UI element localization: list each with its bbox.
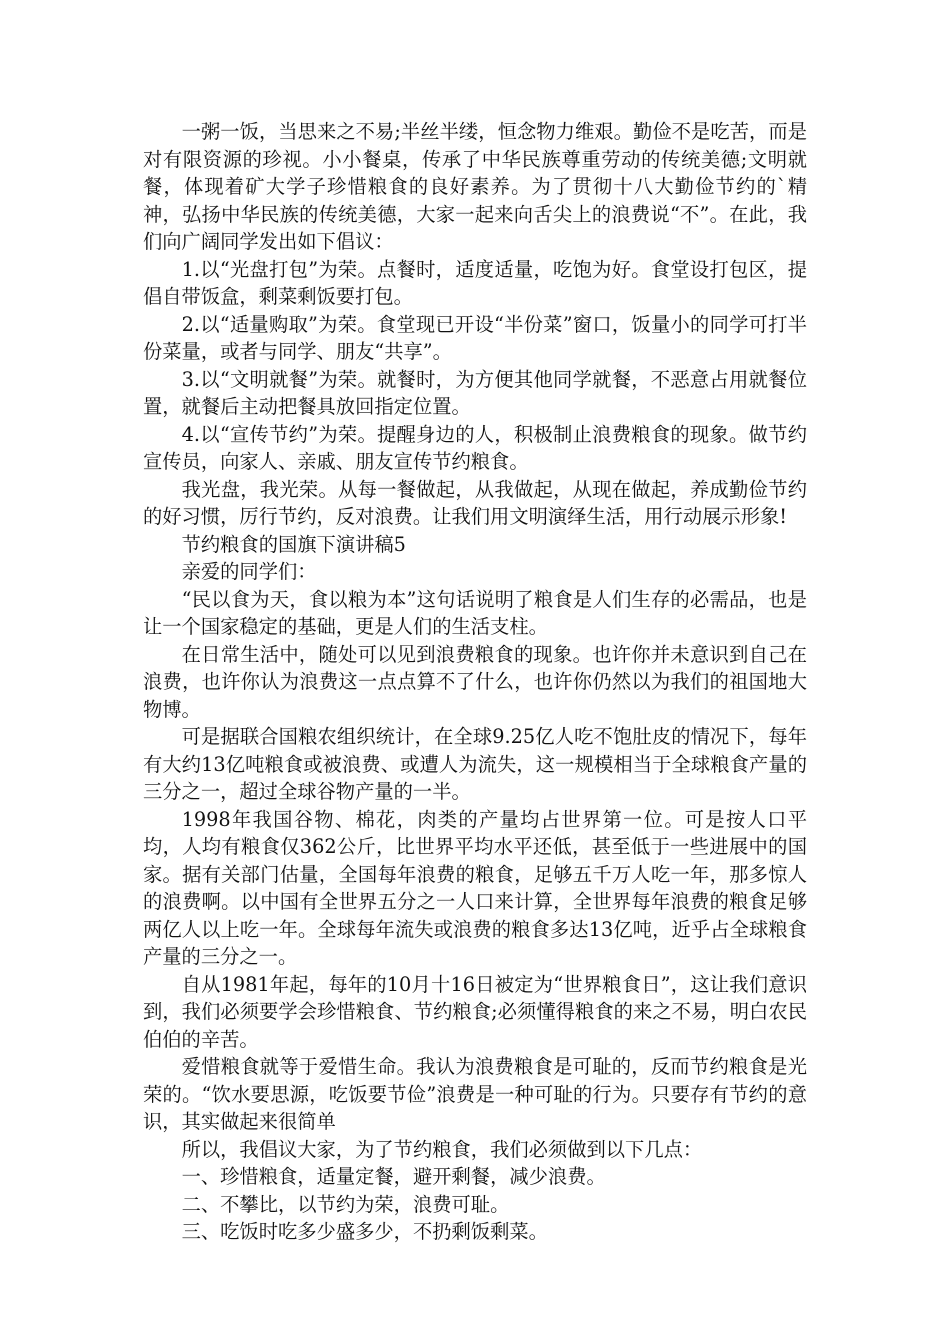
- paragraph-daily-life: 在日常生活中，随处可以见到浪费粮食的现象。也许你并未意识到自己在浪费，也许你认为浪费这一点点算不了什么，也许你仍然以为我们的祖国地大物博。: [143, 642, 807, 721]
- proposal-item-3: 3.以“文明就餐”为荣。就餐时，为方便其他同学就餐，不恶意占用就餐位置，就餐后主动把餐具放回指定位置。: [143, 367, 807, 418]
- paragraph-cherish-food: 爱惜粮食就等于爱惜生命。我认为浪费粮食是可耻的，反而节约粮食是光荣的。“饮水要思源，吃饭要节俭”浪费是一种可耻的行为。只要存有节约的意识，其实做起来很简单: [143, 1055, 807, 1133]
- proposal-point-2: 二、不攀比，以节约为荣，浪费可耻。: [181, 1192, 510, 1216]
- proposal-item-4: 4.以“宣传节约”为荣。提醒身边的人，积极制止浪费粮食的现象。做节约宣传员，向家人、亲戚、朋友宣传节约粮食。: [143, 422, 807, 473]
- speech-title: 节约粮食的国旗下演讲稿5: [181, 532, 406, 556]
- paragraph-proposal-lead: 所以，我倡议大家，为了节约粮食，我们必须做到以下几点：: [181, 1137, 703, 1161]
- paragraph-1998-statistics: 1998年我国谷物、棉花，肉类的产量均占世界第一位。可是按人口平均，人均有粮食仅362公斤，比世界平均水平还低，甚至低于一些进展中的国家。据有关部门估量，全国每年浪费的粮食，足够五千万人吃一年，那多惊人的浪费啊。以中国有全世界五分之一人口来计算，全世界每年浪费的粮食足够两亿人以上吃一年。全球每年流失或浪费的粮食多达13亿吨，近乎占全球粮食产量的三分之一。: [143, 807, 807, 968]
- document-body: [143, 118, 807, 1246]
- proposal-point-1: 一、珍惜粮食，适量定餐，避开剩餐，减少浪费。: [181, 1165, 606, 1188]
- paragraph-proverb: “民以食为天，食以粮为本”这句话说明了粮食是人们生存的必需品，也是让一个国家稳定的基础，更是人们的生活支柱。: [143, 587, 807, 638]
- paragraph-closing-slogan: 我光盘，我光荣。从每一餐做起，从我做起，从现在做起，养成勤俭节约的好习惯，厉行节约，反对浪费。让我们用文明演绎生活，用行动展示形象!: [143, 477, 807, 528]
- proposal-item-2: 2.以“适量购取”为荣。食堂现已开设“半份菜”窗口，饭量小的同学可打半份菜量，或者与同学、朋友“共享”。: [143, 312, 807, 363]
- paragraph-intro: 一粥一饭，当思来之不易;半丝半缕，恒念物力维艰。勤俭不是吃苦，而是对有限资源的珍视。小小餐桌，传承了中华民族尊重劳动的传统美德;文明就餐，体现着矿大学子珍惜粮食的良好素养。为了贯彻十八大勤俭节约的`精神，弘扬中华民族的传统美德，大家一起来向舌尖上的浪费说“不”。在此，我们向广阔同学发出如下倡议：: [143, 120, 807, 253]
- salutation: 亲爱的同学们：: [181, 560, 317, 583]
- paragraph-fao-statistics: 可是据联合国粮农组织统计，在全球9.25亿人吃不饱肚皮的情况下，每年有大约13亿吨粮食或被浪费、或遭人为流失，这一规模相当于全球粮食产量的三分之一，超过全球谷物产量的一半。: [143, 725, 807, 803]
- proposal-point-3: 三、吃饭时吃多少盛多少，不扔剩饭剩菜。: [181, 1220, 548, 1243]
- paragraph-world-food-day: 自从1981年起，每年的10月十16日被定为“世界粮食日”，这让我们意识到，我们必须要学会珍惜粮食、节约粮食;必须懂得粮食的来之不易，明白农民伯伯的辛苦。: [143, 972, 807, 1051]
- proposal-item-1: 1.以“光盘打包”为荣。点餐时，适度适量，吃饱为好。食堂设打包区，提倡自带饭盒，剩菜剩饭要打包。: [143, 257, 807, 308]
